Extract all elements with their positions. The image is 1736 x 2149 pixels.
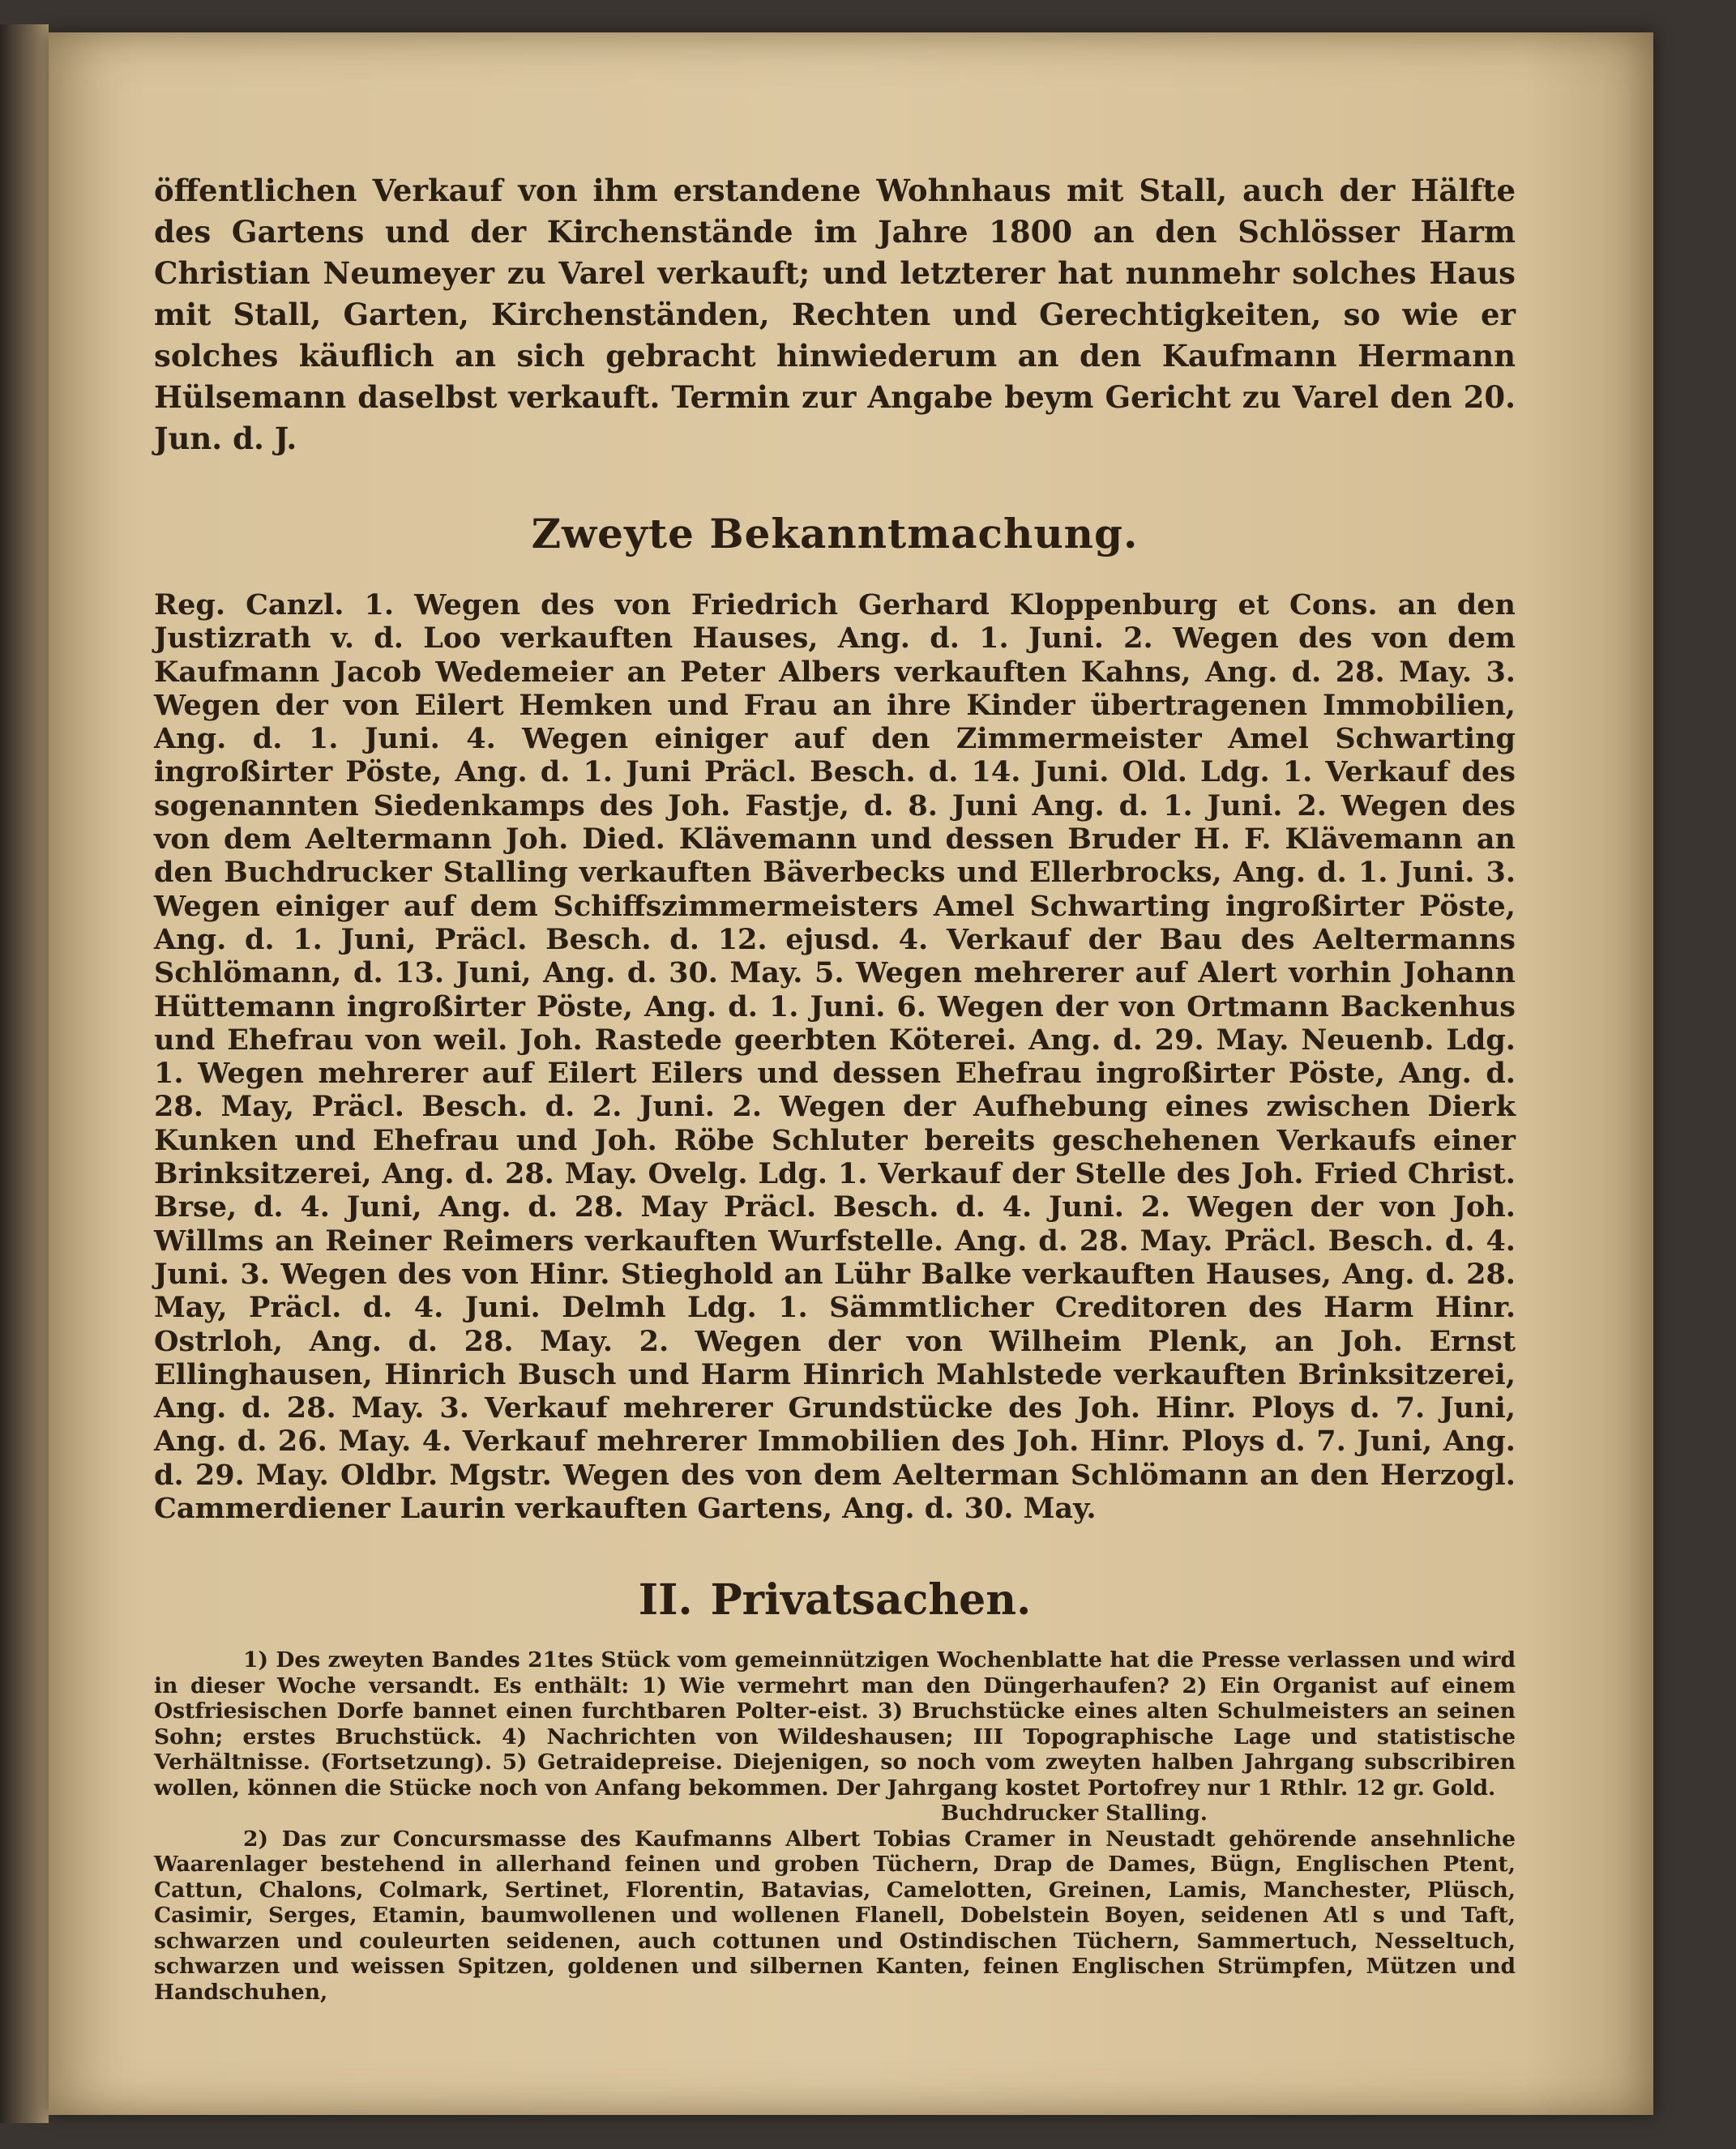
section-heading-zweyte: Zweyte Bekanntmachung.: [531, 510, 1139, 558]
book-page: [49, 32, 1653, 2115]
section-title: Privatsachen.: [710, 1575, 1032, 1626]
section-heading-privatsachen: [154, 1575, 1516, 1625]
notice-item-1: 1) Des zweyten Bandes 21tes Stück vom gemeinnützigen Wochenblatte hat die Presse verlassen und wird in dieser Woche versandt. Es enthält: 1) Wie vermehrt man den Düngerhaufen? 2) Ein Organist auf einem Ostfriesischen Dorfe bannet einen furchtbaren Polter-eist. 3) Bruchstücke eines alten Schulmeisters an seinen Sohn; erstes Bruchstück. 4) Nachrichten von Wildeshausen; III Topographische Lage und statistische Verhältnisse. (Fortsetzung). 5) Getraidepreise. Diejenigen, so noch vom zweyten halben Jahrgang subscribiren wollen, können die Stücke noch von Anfang bekommen. Der Jahrgang kostet Portofrey nur 1 Rthlr. 12 gr. Gold.: [154, 1647, 1516, 1801]
section-number: II.: [638, 1575, 693, 1626]
notice-item-2: 2) Das zur Concursmasse des Kaufmanns Albert Tobias Cramer in Neustadt gehörende ansehnliche Waarenlager bestehend in allerhand feinen und groben Tüchern, Drap de Dames, Bügn, Englischen Ptent, Cattun, Chalons, Colmark, Sertinet, Florentin, Batavias, Camelotten, Greinen, Lamis, Manchester, Plüsch, Casimir, Serges, Etamin, baumwollenen und wollenen Flanell, Dobelstein Boyen, seidenen Atl s und Taft, schwarzen und couleurten seidenen, auch cottunen und Ostindischen Tüchern, Sammertuch, Nesseltuch, schwarzen und weissen Spitzen, goldenen und silbernen Kanten, feinen Englischen Strümpfen, Mützen und Handschuhen,: [154, 1826, 1516, 2005]
notice-item-1-signature: Buchdrucker Stalling.: [940, 1801, 1208, 1826]
page-content: [154, 170, 1516, 2005]
intro-paragraph: öffentlichen Verkauf von ihm erstandene Wohnhaus mit Stall, auch der Hälfte des Gartens und der Kirchenstände im Jahre 1800 an den Schlösser Harm Christian Neumeyer zu Varel verkauft; und letzterer hat nunmehr solches Haus mit Stall, Garten, Kirchenständen, Rechten und Gerechtigkeiten, so wie er solches käuflich an sich gebracht hinwiederum an den Kaufmann Hermann Hülsemann daselbst verkauft. Termin zur Angabe beym Gericht zu Varel den 20. Jun. d. J.: [154, 173, 1516, 456]
previous-page-edge: [0, 24, 49, 2123]
zweyte-paragraph: Reg. Canzl. 1. Wegen des von Friedrich Gerhard Kloppenburg et Cons. an den Justizrath v. d. Loo verkauften Hauses, Ang. d. 1. Juni. 2. Wegen des von dem Kaufmann Jacob Wedemeier an Peter Albers verkauften Kahns, Ang. d. 28. May. 3. Wegen der von Eilert Hemken und Frau an ihre Kinder übertragenen Immobilien, Ang. d. 1. Juni. 4. Wegen einiger auf den Zimmermeister Amel Schwarting ingroßirter Pöste, Ang. d. 1. Juni Präcl. Besch. d. 14. Juni. Old. Ldg. 1. Verkauf des sogenannten Siedenkamps des Joh. Fastje, d. 8. Juni Ang. d. 1. Juni. 2. Wegen des von dem Aeltermann Joh. Died. Klävemann und dessen Bruder H. F. Klävemann an den Buchdrucker Stalling verkauften Bäverbecks und Ellerbrocks, Ang. d. 1. Juni. 3. Wegen einiger auf dem Schiffszimmermeisters Amel Schwarting ingroßirter Pöste, Ang. d. 1. Juni, Präcl. Besch. d. 12. ejusd. 4. Verkauf der Bau des Aeltermanns Schlömann, d. 13. Juni, Ang. d. 30. May. 5. Wegen mehrerer auf Alert vorhin Johann Hüttemann ingroßirter Pöste, Ang. d. 1. Juni. 6. Wegen der von Ortmann Backenhus und Ehefrau von weil. Joh. Rastede geerbten Köterei. Ang. d. 29. May. Neuenb. Ldg. 1. Wegen mehrerer auf Eilert Eilers und dessen Ehefrau ingroßirter Pöste, Ang. d. 28. May, Präcl. Besch. d. 2. Juni. 2. Wegen der Aufhebung eines zwischen Dierk Kunken und Ehefrau und Joh. Röbe Schluter bereits geschehenen Verkaufs einer Brinksitzerei, Ang. d. 28. May. Ovelg. Ldg. 1. Verkauf der Stelle des Joh. Fried Christ. Brse, d. 4. Juni, Ang. d. 28. May Präcl. Besch. d. 4. Juni. 2. Wegen der von Joh. Willms an Reiner Reimers verkauften Wurfstelle. Ang. d. 28. May. Präcl. Besch. d. 4. Juni. 3. Wegen des von Hinr. Stieghold an Lühr Balke verkauften Hauses, Ang. d. 28. May, Präcl. d. 4. Juni. Delmh Ldg. 1. Sämmtlicher Creditoren des Harm Hinr. Ostrloh, Ang. d. 28. May. 2. Wegen der von Wilheim Plenk, an Joh. Ernst Ellinghausen, Hinrich Busch und Harm Hinrich Mahlstede verkauften Brinksitzerei, Ang. d. 28. May. 3. Verkauf mehrerer Grundstücke des Joh. Hinr. Ploys d. 7. Juni, Ang. d. 26. May. 4. Verkauf mehrerer Immobilien des Joh. Hinr. Ploys d. 7. Juni, Ang. d. 29. May. Oldbr. Mgstr. Wegen des von dem Aelterman Schlömann an den Herzogl. Cammerdiener Laurin verkauften Gartens, Ang. d. 30. May.: [154, 588, 1516, 1526]
